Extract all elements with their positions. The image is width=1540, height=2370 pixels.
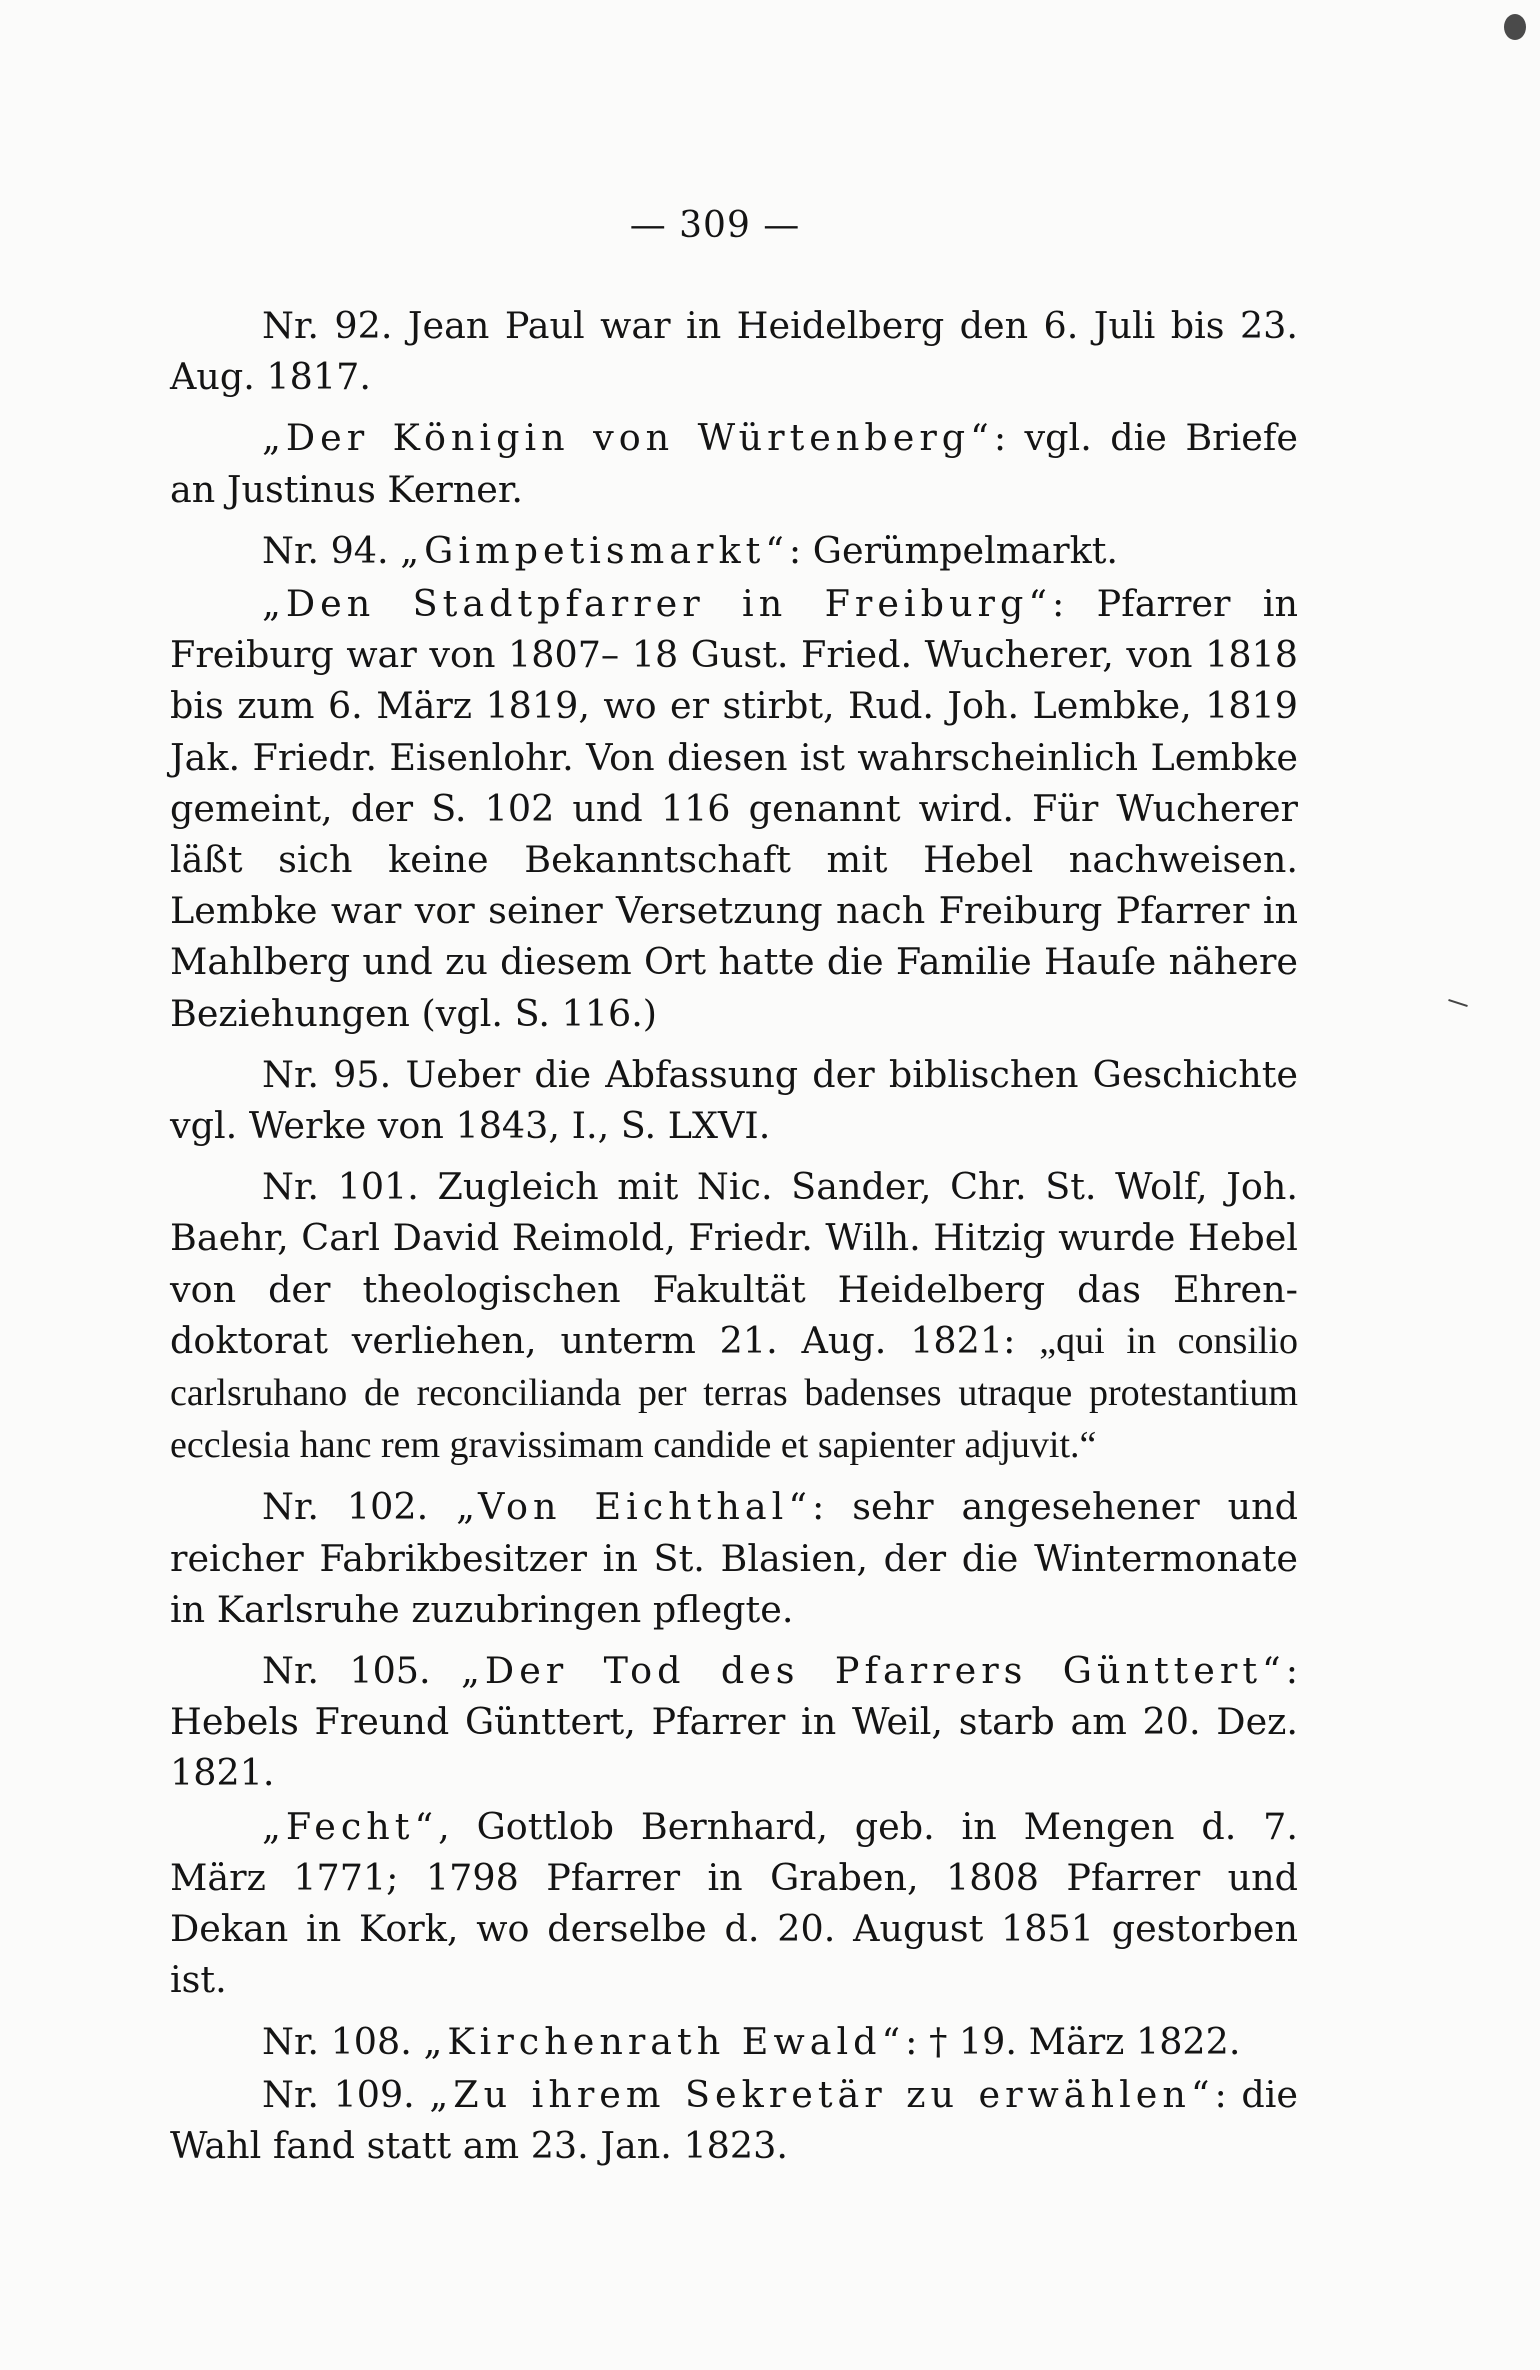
paragraph-text: Jean Paul war in Heidelberg den 6. Juli bis 23. Aug. 1817. [170,304,1298,399]
paragraph-nr-101 [170,1161,1298,1471]
note-reference: Nr. 92. [262,304,393,347]
paragraph-stadtpfarrer [170,578,1298,1039]
note-reference: Nr. 94. [262,528,389,572]
quoted-title: „Der Tod des Pfarrers Günttert“ [461,1649,1286,1693]
quoted-title: „Von Eichthal“ [456,1485,812,1529]
paragraph-text: : Hebels Freund Günttert, Pfarrer in Weil, starb am 20. Dez. 1821. [170,1649,1298,1795]
paragraph-nr-108 [170,2016,1298,2067]
paragraph-text: , Gottlob Bernhard, geb. in Mengen d. 7. März 1771; 1798 Pfarrer in Graben, 1808 Pfarrer und Dekan in Kork, wo derselbe d. 20. August 1851 gestorben ist. [170,1804,1298,2002]
note-reference: Nr. 102. [262,1485,429,1529]
quoted-title: „Gimpetismarkt“ [400,528,789,572]
paragraph-text: : sehr angesehener und reicher Fabrikbesitzer in St. Blasien, der die Wintermonate in Karlsruhe zuzubringen pflegte. [170,1485,1298,1631]
paragraph-nr-92 [170,300,1298,402]
paragraph-nr-102 [170,1481,1298,1635]
note-reference: Nr. 109. [262,2072,415,2116]
paragraph-fecht [170,1801,1298,2006]
quoted-title: „Fecht“ [262,1804,439,1848]
paragraph-nr-105 [170,1645,1298,1799]
note-reference: Nr. 108. [262,2019,412,2063]
paragraph-koenigin [170,412,1298,514]
page-number: — 309 — [629,205,801,246]
paragraph-nr-94 [170,525,1298,576]
paragraph-text: Ueber die Abfassung der biblischen Geschichte vgl. Werke von 1843, I., S. LXVI. [170,1052,1298,1148]
note-reference: Nr. 105. [262,1649,431,1693]
quoted-title: „Den Stadtpfarrer in Freiburg“ [262,582,1052,626]
quoted-title: „Kirchenrath Ewald“ [423,2019,906,2063]
paragraph-text: : die Wahl fand statt am 23. Jan. 1823. [170,2072,1298,2167]
paragraph-nr-95 [170,1049,1298,1151]
quoted-title: „Zu ihrem Sekretär zu erwählen“ [429,2072,1215,2116]
latin-citation: „qui in consilio carlsruhano de reconcilianda per terras badenses utraque protestantium ecclesia hanc rem gravissimam candide et sapienter adjuvit.“ [170,1319,1299,1467]
paragraph-text: : vgl. die Briefe an Justinus Kerner. [170,416,1298,511]
note-reference: Nr. 101. [262,1165,419,1209]
body-text [170,300,1298,2171]
paragraph-text: Zugleich mit Nic. Sander, Chr. St. Wolf, Joh. Baehr, Carl David Reimold, Friedr. Wilh. Hitzig wurde Hebel von der theologischen Fakultät Heidelberg das Ehrendoktorat verliehen, unterm 21. Aug. 1821: [170,1165,1298,1362]
paragraph-text: : † 19. März 1822. [905,2019,1241,2063]
quoted-title: „Der Königin von Würtenberg“ [262,416,994,460]
paragraph-nr-109 [170,2069,1298,2171]
note-reference: Nr. 95. [262,1052,392,1096]
paragraph-text: : Pfarrer in Freiburg war von 1807– 18 Gust. Fried. Wucherer, von 1818 bis zum 6. März 1819, wo er stirbt, Rud. Joh. Lembke, 1819 Jak. Friedr. Eisenlohr. Von diesen ist wahrscheinlich Lembke gemeint, der S. 102 und 116 genannt wird. Für Wucherer läßt sich keine Bekanntschaft mit Hebel nachweisen. Lembke war vor seiner Versetzung nach Freiburg Pfarrer in Mahlberg und zu diesem Ort hatte die Familie Hauſe nähere Beziehungen (vgl. S. 116.) [170,582,1298,1035]
scan-blot [1504,14,1526,40]
scan-mark [1448,999,1468,1007]
paragraph-text: : Gerümpelmarkt. [788,528,1118,572]
